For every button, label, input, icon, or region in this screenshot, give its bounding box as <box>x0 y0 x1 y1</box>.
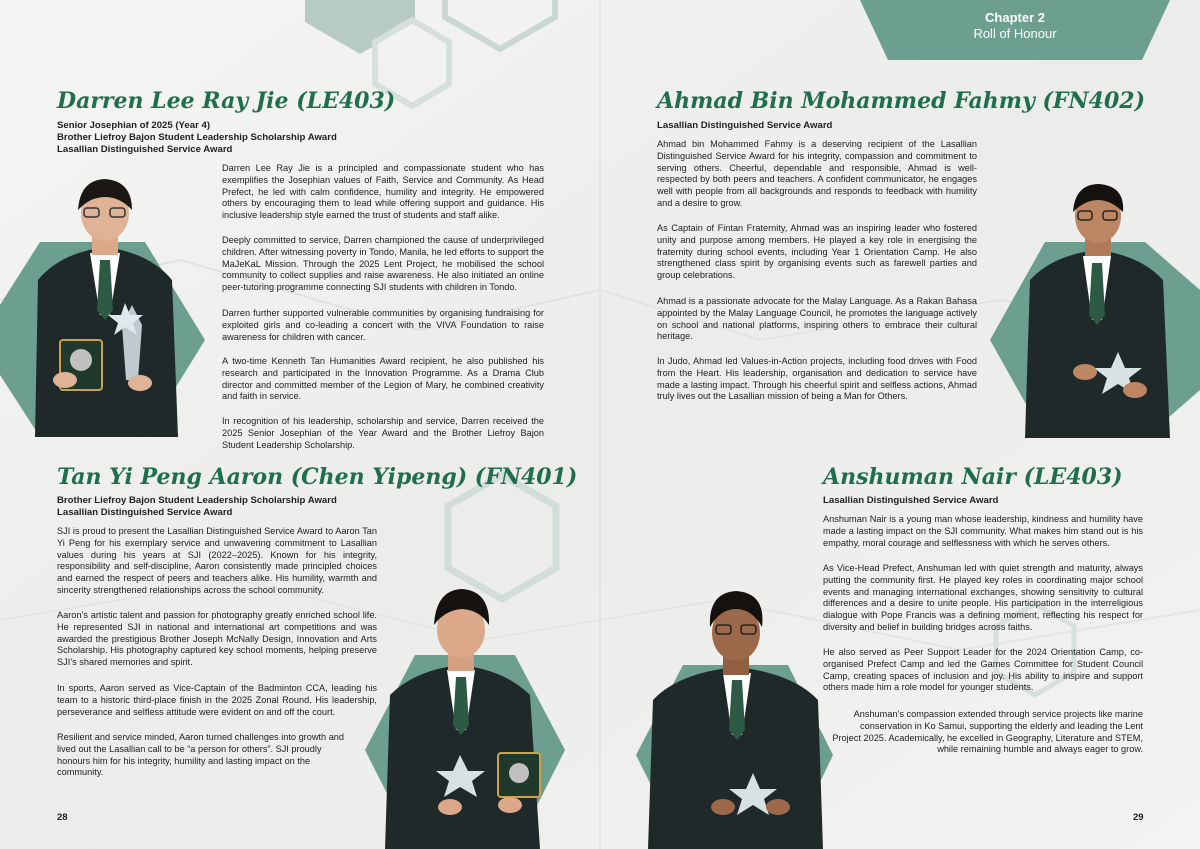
student-name: Ahmad Bin Mohammed Fahmy (FN402) <box>657 88 1145 114</box>
student-photo <box>985 180 1200 440</box>
student-photo <box>628 585 843 849</box>
student-name: Anshuman Nair (LE403) <box>823 464 1123 490</box>
student-photo <box>0 175 215 440</box>
bio-paragraph: Deeply committed to service, Darren championed the cause of underprivileged children. After witnessing poverty in Tondo, Manila, he led efforts to support the MaJeKaL Mission. Through the 2025 Lent Project, he mobilised the school community to collect supplies and raise awareness. He also initiated an online peer-tutoring programme connecting SJI students with children in Tondo. <box>222 235 544 293</box>
bio-paragraph: Anshuman’s compassion extended through service projects like marine conservation in Ko Samui, supporting the elderly and leading the Lent Project 2025. Academically, he excelled in Geography, Literature and STEM, while remaining humble and always eager to grow. <box>832 709 1143 755</box>
bio-paragraph: As Captain of Fintan Fraternity, Ahmad was an inspiring leader who fostered unity and purpose among members. He played a key role in energising the fraternity during school events, including Year 1 Orientation Camp. He also strengthened class spirit by organising events such as farewell parties and group celebrations. <box>657 223 977 281</box>
bio-paragraph: A two-time Kenneth Tan Humanities Award recipient, he also published his research and participated in the Innovation Programme. As a Drama Club director and committed member of the Legion of Mary, he combined creativity and faith in service. <box>222 356 544 402</box>
award-list <box>57 495 337 519</box>
student-name: Tan Yi Peng Aaron (Chen Yipeng) (FN401) <box>57 464 578 490</box>
award-item: Lasallian Distinguished Service Award <box>57 507 233 518</box>
award-list <box>657 120 832 132</box>
chapter-section: Roll of Honour <box>973 26 1057 41</box>
bio-paragraph: Resilient and service minded, Aaron turned challenges into growth and lived out the Lasallian call to be “a person for others”. SJI proudly honours him for his integrity, humility and lasting impact on the community. <box>57 732 345 778</box>
bio-paragraph: In sports, Aaron served as Vice-Captain of the Badminton CCA, leading his team to a historic third-place finish in the 2025 Zonal Round. His leadership, perseverance and selfless attitude were evident on and off the court. <box>57 683 377 717</box>
award-item: Brother Liefroy Bajon Student Leadership Scholarship Award <box>57 495 337 506</box>
award-item: Lasallian Distinguished Service Award <box>657 120 833 131</box>
bio-paragraph: Anshuman Nair is a young man whose leadership, kindness and humility have made a lasting impact on the SJI community. What makes him stand out is his empathy, moral courage and selflessness with which he serves others. <box>823 514 1143 548</box>
bio-paragraph: Darren Lee Ray Jie is a principled and compassionate student who has exemplifies the Josephian values of Faith, Service and Community. As Head Prefect, he led with calm confidence, humility and integrity. He empowered others by encouraging them to lead while offering support and guidance. His inclusive leadership style earned the trust of students and staff alike. <box>222 163 544 221</box>
award-item: Brother Liefroy Bajon Student Leadership Scholarship Award <box>57 132 337 143</box>
student-name: Darren Lee Ray Jie (LE403) <box>57 88 396 114</box>
chapter-number: Chapter 2 <box>985 10 1045 25</box>
award-list <box>823 495 998 507</box>
award-item: Senior Josephian of 2025 (Year 4) <box>57 120 211 131</box>
bio-paragraph: SJI is proud to present the Lasallian Distinguished Service Award to Aaron Tan Yi Peng for his exemplary service and unwavering commitment to Lasallian values during his years at SJI (2022–2025). Known for his integrity, responsibility and self-discipline, Aaron consistently made principled choices and earned the respect of peers and teachers alike. His humility, warmth and sincerity strengthened relationships across the school community. <box>57 526 377 595</box>
award-list <box>57 120 337 156</box>
page-number-left: 28 <box>57 812 68 823</box>
page-number-right: 29 <box>1133 812 1144 823</box>
bio-paragraph: In Judo, Ahmad led Values-in-Action projects, including food drives with Food from the Heart. His leadership, organisation and dedication to service have made a lasting impact. Through his cheerful spirit and selfless actions, Ahmad truly lives out the Lasallian mission of being a Man for Others. <box>657 356 977 402</box>
chapter-label <box>860 10 1170 42</box>
bio-paragraph: In recognition of his leadership, scholarship and service, Darren received the 2025 Senior Josephian of the Year Award and the Brother Liefroy Bajon Student Leadership Scholarship. <box>222 416 544 450</box>
student-photo <box>360 585 570 849</box>
bio-paragraph: As Vice-Head Prefect, Anshuman led with quiet strength and maturity, always putting the community first. He played key roles in coordinating major school events and managing international exchanges, showing sensitivity to cultural differences and a desire to unite people. His participation in the interreligious dialogue with Pope Francis was a defining moment, reflecting his respect for diversity and belief in building bridges across faiths. <box>823 563 1143 632</box>
bio-paragraph: Ahmad bin Mohammed Fahmy is a deserving recipient of the Lasallian Distinguished Service Award for his integrity, compassion and commitment to serving others. Cheerful, dependable and responsible, Ahmad is well-respected by both peers and teachers. A confident communicator, he engages well with people from all backgrounds and responds to feedback with humility and a desire to grow. <box>657 139 977 208</box>
bio-paragraph: Ahmad is a passionate advocate for the Malay Language. As a Rakan Bahasa appointed by the Malay Language Council, he promotes the language actively on school and national platforms, inspiring others to embrace their cultural heritage. <box>657 296 977 342</box>
award-item: Lasallian Distinguished Service Award <box>57 144 233 155</box>
bio-paragraph: Aaron’s artistic talent and passion for photography greatly enriched school life. He represented SJI in national and international art competitions and was awarded the prestigious Brother Joseph McNally Design, Innovation and Arts Scholarship. His photography captured key school moments, helping preserve SJI’s shared memories and spirit. <box>57 610 377 668</box>
bio-paragraph: He also served as Peer Support Leader for the 2024 Orientation Camp, co-organised Prefect Camp and led the Games Committee for Student Council Camp, creating spaces of inclusion and joy. His ability to inspire and support others made him a role model for younger students. <box>823 647 1143 693</box>
award-item: Lasallian Distinguished Service Award <box>823 495 999 506</box>
bio-paragraph: Darren further supported vulnerable communities by organising fundraising for exploited girls and co-leading a concert with the VIVA Foundation to raise awareness for children with cancer. <box>222 308 544 342</box>
